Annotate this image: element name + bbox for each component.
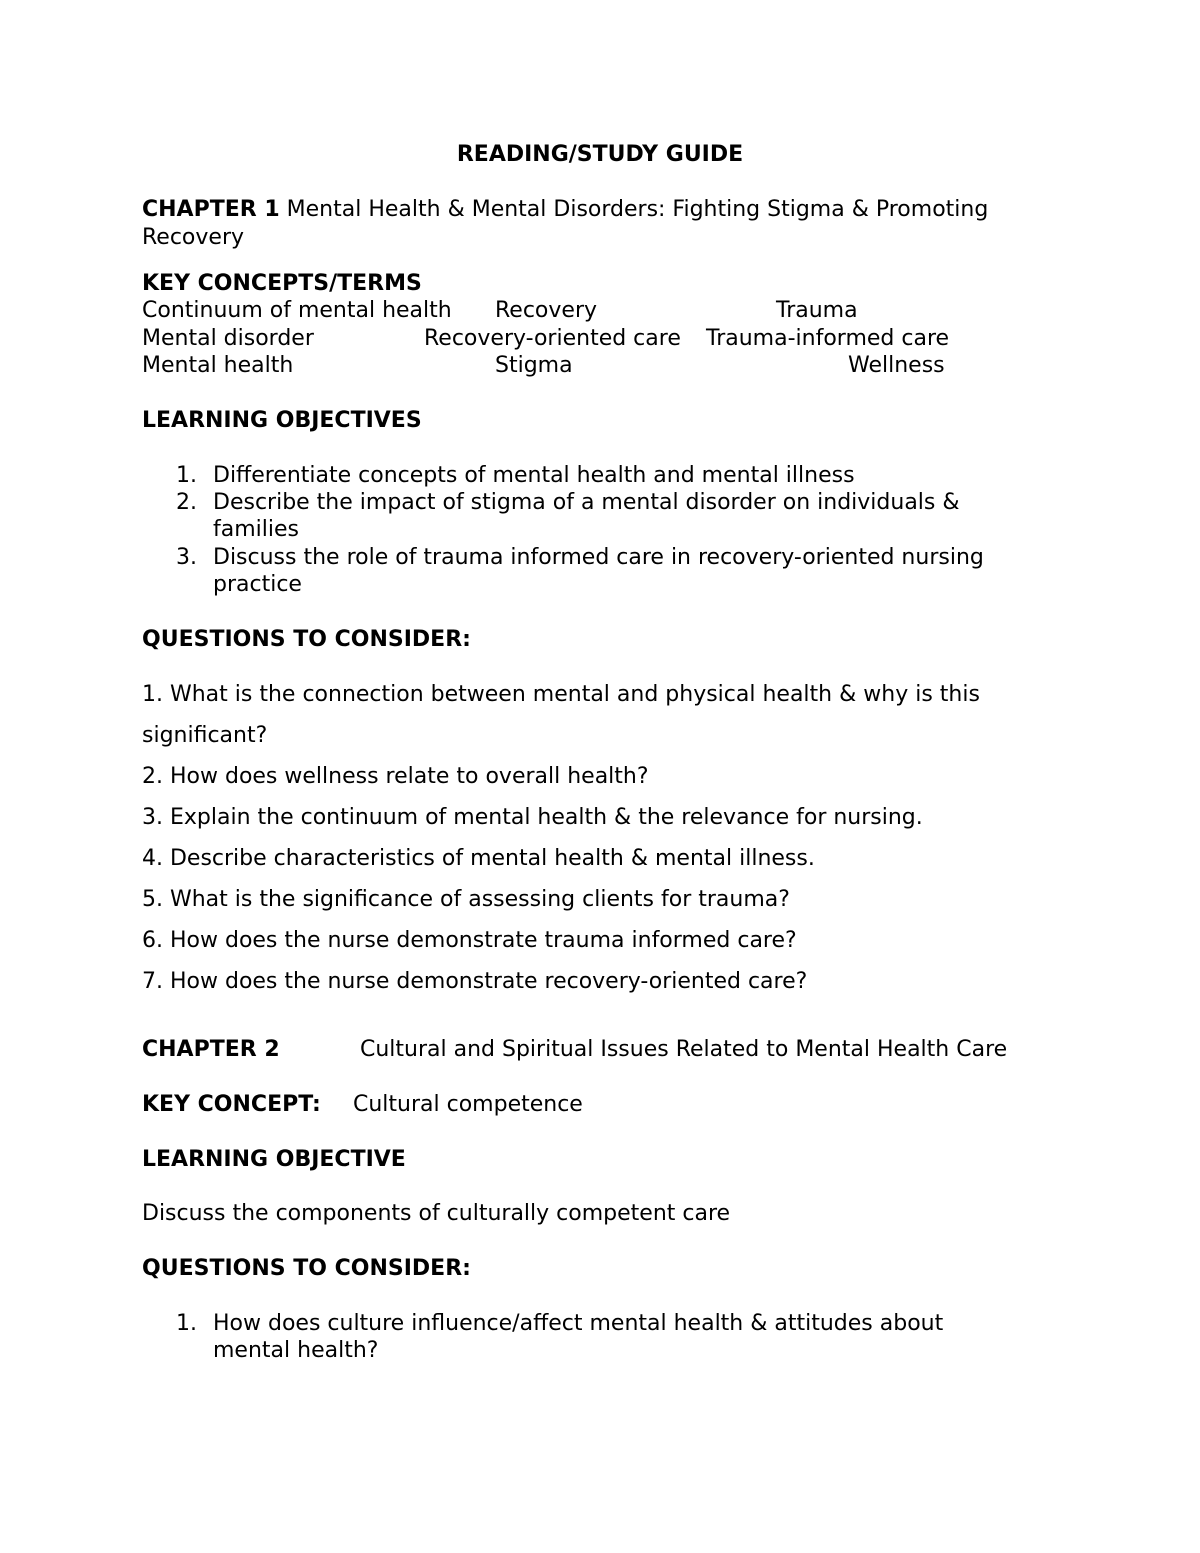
term: Recovery-oriented care: [424, 326, 681, 351]
question-item-continued: mental health?: [213, 1338, 379, 1363]
key-concept-label: KEY CONCEPT:: [142, 1092, 321, 1117]
question-item: 7. How does the nurse demonstrate recovery-oriented care?: [142, 969, 808, 994]
questions-heading: QUESTIONS TO CONSIDER:: [142, 1256, 471, 1281]
learning-objective-text: Discuss the components of culturally competent care: [142, 1201, 731, 1226]
list-number: 3.: [176, 545, 197, 570]
objective-item: Differentiate concepts of mental health and mental illness: [213, 463, 855, 488]
term: Wellness: [848, 353, 945, 378]
questions-heading: QUESTIONS TO CONSIDER:: [142, 627, 471, 652]
term: Trauma: [776, 298, 858, 323]
question-item: 2. How does wellness relate to overall health?: [142, 764, 649, 789]
term: Recovery: [495, 298, 598, 323]
question-item: 4. Describe characteristics of mental health & mental illness.: [142, 846, 815, 871]
chapter1-label: CHAPTER 1: [142, 197, 280, 222]
key-concept-value: Cultural competence: [353, 1092, 583, 1117]
chapter1-heading: [142, 196, 988, 224]
term: Continuum of mental health: [142, 298, 452, 323]
question-item-continued: significant?: [142, 723, 268, 748]
objective-item-continued: families: [213, 517, 299, 542]
list-number: 1.: [176, 463, 197, 488]
chapter2-label: CHAPTER 2: [142, 1037, 280, 1062]
question-item: 6. How does the nurse demonstrate trauma informed care?: [142, 928, 797, 953]
objective-item: Discuss the role of trauma informed care in recovery-oriented nursing: [213, 545, 984, 570]
chapter2-name: Cultural and Spiritual Issues Related to Mental Health Care: [360, 1037, 1008, 1062]
objective-item-continued: practice: [213, 572, 302, 597]
question-item: 3. Explain the continuum of mental health & the relevance for nursing.: [142, 805, 923, 830]
question-item: 5. What is the significance of assessing clients for trauma?: [142, 887, 790, 912]
key-concepts-heading: KEY CONCEPTS/TERMS: [142, 271, 422, 296]
list-number: 2.: [176, 490, 197, 515]
term: Stigma: [495, 353, 573, 378]
objective-item: Describe the impact of stigma of a mental disorder on individuals &: [213, 490, 960, 515]
list-number: 1.: [176, 1311, 197, 1336]
chapter1-name: Mental Health & Mental Disorders: Fighting Stigma & Promoting: [286, 197, 989, 222]
learning-objective-heading: LEARNING OBJECTIVE: [142, 1147, 406, 1172]
term: Mental health: [142, 353, 294, 378]
page-title: READING/STUDY GUIDE: [456, 142, 744, 167]
term: Mental disorder: [142, 326, 314, 351]
question-item: How does culture influence/affect mental health & attitudes about: [213, 1311, 944, 1336]
chapter1-name-continued: Recovery: [142, 225, 245, 250]
term: Trauma-informed care: [706, 326, 950, 351]
learning-objectives-heading: LEARNING OBJECTIVES: [142, 408, 422, 433]
question-item: 1. What is the connection between mental and physical health & why is this: [142, 682, 980, 707]
